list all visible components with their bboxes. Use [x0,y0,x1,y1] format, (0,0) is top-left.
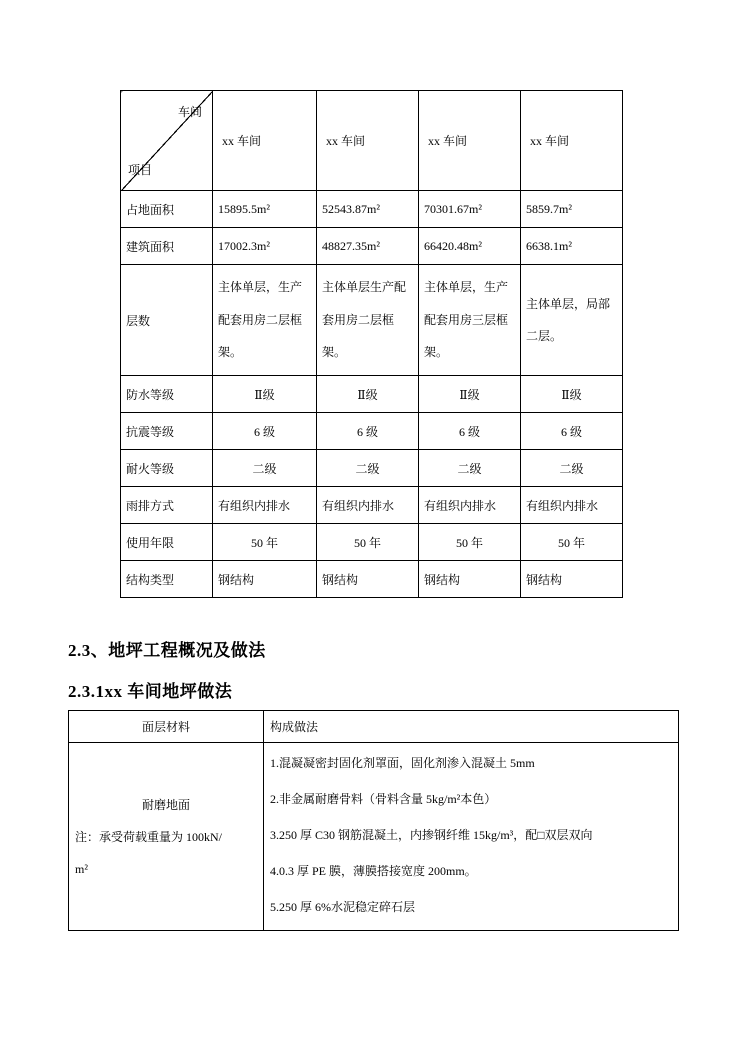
spec-value-cell: 6 级 [419,413,521,450]
table-row-land-area [121,191,623,228]
material-title: 耐磨地面 [141,797,190,812]
spec-table-header-row [121,91,623,191]
spec-value-cell: Ⅱ级 [419,376,521,413]
floor-table-header-row [69,711,679,743]
floor-table-body-row [69,743,679,931]
section-heading: 2.3、地坪工程概况及做法 [68,641,266,660]
spec-value-cell: 有组织内排水 [521,487,623,524]
spec-value-cell: 钢结构 [419,561,521,598]
subsection-heading: 2.3.1xx 车间地坪做法 [68,682,233,701]
row-label: 雨排方式 [121,487,213,524]
material-note-line: m² [75,861,88,876]
spec-value-cell: 二级 [419,450,521,487]
table-row-seismic-grade [121,413,623,450]
spec-value-cell: 有组织内排水 [419,487,521,524]
spec-value-cell: 66420.48m² [419,228,521,265]
row-label: 防水等级 [121,376,213,413]
table-row-structure-type [121,561,623,598]
method-step: 3.250 厚 C30 钢筋混凝土，内掺钢纤维 15kg/m³，配□双层双向 [270,828,593,842]
surface-material-cell [69,743,264,931]
method-step: 5.250 厚 6%水泥稳定碎石层 [270,900,415,914]
spec-value-cell: 17002.3m² [213,228,317,265]
column-header-workshop-1: xx 车间 [213,91,317,191]
table-row-waterproof-grade [121,376,623,413]
spec-value-cell: Ⅱ级 [521,376,623,413]
spec-value-cell: 70301.67m² [419,191,521,228]
spec-value-cell: 钢结构 [521,561,623,598]
column-header-workshop-3: xx 车间 [419,91,521,191]
table-row-service-life [121,524,623,561]
spec-value-cell: 15895.5m² [213,191,317,228]
spec-value-cell: 二级 [521,450,623,487]
table-row-rain-drainage [121,487,623,524]
row-label: 结构类型 [121,561,213,598]
spec-value-cell: 6 级 [317,413,419,450]
spec-value-cell: 钢结构 [213,561,317,598]
diagonal-label-item: 项目 [128,163,153,177]
spec-value-cell: 主体单层，局部二层。 [521,265,623,376]
floor-construction-table [68,710,679,931]
spec-value-cell: 有组织内排水 [213,487,317,524]
table-row-storeys [121,265,623,376]
row-label: 占地面积 [121,191,213,228]
row-label: 层数 [121,265,213,376]
construction-method-cell [264,743,679,931]
spec-value-cell: 6 级 [521,413,623,450]
spec-value-cell: Ⅱ级 [213,376,317,413]
table-row-building-area [121,228,623,265]
row-label: 耐火等级 [121,450,213,487]
diagonal-label-workshop: 车间 [177,105,202,119]
spec-value-cell: 二级 [213,450,317,487]
row-label: 抗震等级 [121,413,213,450]
workshop-spec-table [120,90,623,598]
material-note-line: 注：承受荷载重量为 100kN/ [75,829,223,844]
spec-value-cell: 48827.35m² [317,228,419,265]
column-header-surface-material: 面层材料 [69,711,264,743]
spec-value-cell: 5859.7m² [521,191,623,228]
spec-value-cell: 50 年 [419,524,521,561]
spec-value-cell: 钢结构 [317,561,419,598]
column-header-workshop-2: xx 车间 [317,91,419,191]
column-header-construction-method: 构成做法 [264,711,679,743]
spec-value-cell: 50 年 [317,524,419,561]
spec-value-cell: 52543.87m² [317,191,419,228]
method-step: 1.混凝凝密封固化剂罩面，固化剂渗入混凝土 5mm [270,756,535,770]
spec-value-cell: 6638.1m² [521,228,623,265]
spec-value-cell: Ⅱ级 [317,376,419,413]
spec-value-cell: 主体单层，生产配套用房二层框架。 [213,265,317,376]
spec-value-cell: 50 年 [213,524,317,561]
spec-value-cell: 6 级 [213,413,317,450]
row-label: 建筑面积 [121,228,213,265]
spec-value-cell: 有组织内排水 [317,487,419,524]
row-label: 使用年限 [121,524,213,561]
method-step: 4.0.3 厚 PE 膜，薄膜搭接宽度 200mm。 [270,864,477,878]
table-row-fire-grade [121,450,623,487]
spec-value-cell: 50 年 [521,524,623,561]
spec-value-cell: 主体单层，生产配套用房三层框架。 [419,265,521,376]
diagonal-header-cell [121,91,213,191]
method-step: 2.非金属耐磨骨料（骨料含量 5kg/m²本色） [270,792,497,806]
column-header-workshop-4: xx 车间 [521,91,623,191]
spec-value-cell: 二级 [317,450,419,487]
spec-value-cell: 主体单层生产配套用房二层框架。 [317,265,419,376]
